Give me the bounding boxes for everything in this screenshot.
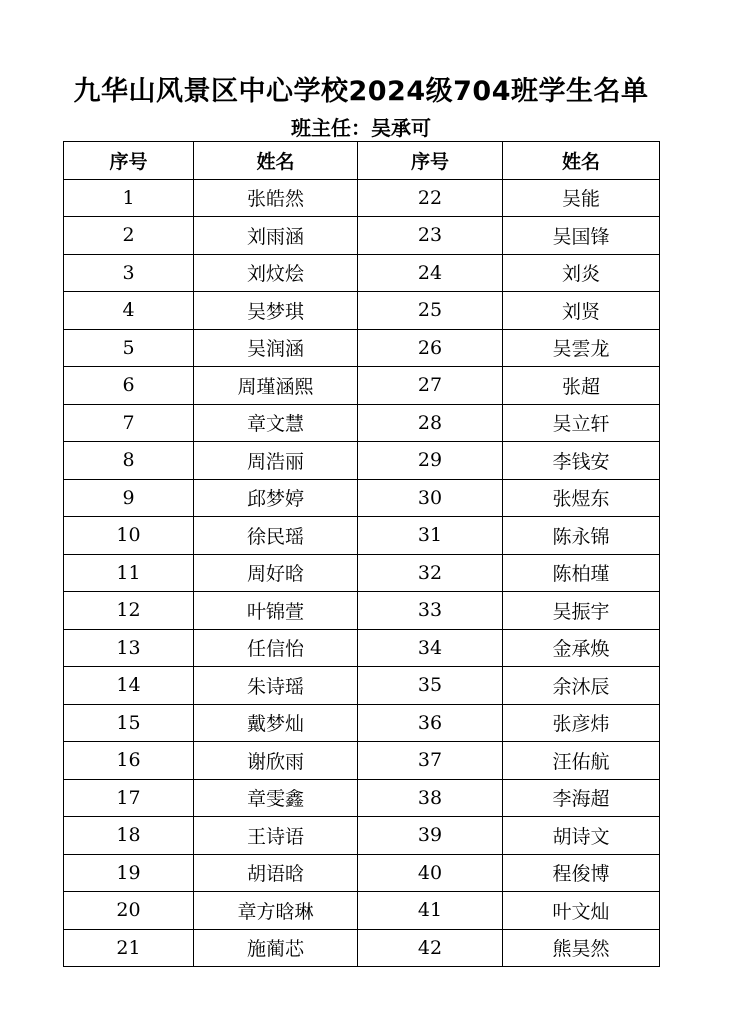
cell-name-right: 吴振宇 bbox=[503, 592, 660, 630]
table-row bbox=[64, 217, 660, 255]
table-row bbox=[64, 929, 660, 967]
cell-number-left: 7 bbox=[64, 404, 194, 442]
cell-name-right: 张彦炜 bbox=[503, 704, 660, 742]
header-number-right: 序号 bbox=[358, 142, 503, 180]
cell-number-right: 40 bbox=[358, 854, 503, 892]
cell-number-left: 9 bbox=[64, 479, 194, 517]
header-name-left: 姓名 bbox=[194, 142, 358, 180]
cell-number-right: 35 bbox=[358, 667, 503, 705]
cell-number-left: 5 bbox=[64, 329, 194, 367]
cell-name-left: 朱诗瑶 bbox=[194, 667, 358, 705]
cell-number-left: 20 bbox=[64, 892, 194, 930]
cell-number-left: 4 bbox=[64, 292, 194, 330]
cell-name-left: 邱梦婷 bbox=[194, 479, 358, 517]
cell-number-right: 31 bbox=[358, 517, 503, 555]
cell-name-left: 刘雨涵 bbox=[194, 217, 358, 255]
cell-name-left: 张皓然 bbox=[194, 179, 358, 217]
table-row bbox=[64, 554, 660, 592]
cell-number-right: 39 bbox=[358, 817, 503, 855]
cell-number-left: 12 bbox=[64, 592, 194, 630]
cell-name-right: 陈柏瑾 bbox=[503, 554, 660, 592]
table-row bbox=[64, 742, 660, 780]
cell-name-right: 程俊博 bbox=[503, 854, 660, 892]
cell-name-left: 徐民瑶 bbox=[194, 517, 358, 555]
table-row bbox=[64, 329, 660, 367]
cell-name-right: 胡诗文 bbox=[503, 817, 660, 855]
cell-name-left: 吴梦琪 bbox=[194, 292, 358, 330]
cell-number-left: 8 bbox=[64, 442, 194, 480]
cell-name-right: 汪佑航 bbox=[503, 742, 660, 780]
table-header-row bbox=[64, 142, 660, 180]
cell-number-left: 2 bbox=[64, 217, 194, 255]
cell-number-left: 15 bbox=[64, 704, 194, 742]
cell-name-right: 刘炎 bbox=[503, 254, 660, 292]
cell-name-right: 吴立轩 bbox=[503, 404, 660, 442]
cell-number-left: 17 bbox=[64, 779, 194, 817]
cell-number-left: 18 bbox=[64, 817, 194, 855]
cell-number-right: 41 bbox=[358, 892, 503, 930]
table-row bbox=[64, 517, 660, 555]
table-row bbox=[64, 892, 660, 930]
cell-name-left: 周浩丽 bbox=[194, 442, 358, 480]
cell-name-right: 李海超 bbox=[503, 779, 660, 817]
table-row bbox=[64, 667, 660, 705]
cell-number-left: 21 bbox=[64, 929, 194, 967]
cell-name-left: 戴梦灿 bbox=[194, 704, 358, 742]
cell-number-left: 6 bbox=[64, 367, 194, 405]
cell-number-left: 13 bbox=[64, 629, 194, 667]
table-row bbox=[64, 629, 660, 667]
cell-name-left: 任信怡 bbox=[194, 629, 358, 667]
cell-number-right: 26 bbox=[358, 329, 503, 367]
cell-name-right: 余沐辰 bbox=[503, 667, 660, 705]
cell-name-left: 叶锦萱 bbox=[194, 592, 358, 630]
cell-name-left: 周瑾涵熙 bbox=[194, 367, 358, 405]
cell-name-left: 胡语晗 bbox=[194, 854, 358, 892]
homeroom-teacher: 班主任：吴承可 bbox=[291, 116, 431, 140]
cell-number-left: 1 bbox=[64, 179, 194, 217]
table-row bbox=[64, 367, 660, 405]
cell-number-right: 33 bbox=[358, 592, 503, 630]
cell-name-left: 王诗语 bbox=[194, 817, 358, 855]
cell-name-left: 施蔺芯 bbox=[194, 929, 358, 967]
cell-number-left: 14 bbox=[64, 667, 194, 705]
cell-name-right: 张超 bbox=[503, 367, 660, 405]
cell-name-right: 刘贤 bbox=[503, 292, 660, 330]
table-row bbox=[64, 404, 660, 442]
cell-number-left: 19 bbox=[64, 854, 194, 892]
header-number-left: 序号 bbox=[64, 142, 194, 180]
cell-name-right: 熊昊然 bbox=[503, 929, 660, 967]
table-body bbox=[64, 179, 660, 967]
cell-name-right: 吴雲龙 bbox=[503, 329, 660, 367]
cell-number-right: 25 bbox=[358, 292, 503, 330]
cell-number-right: 36 bbox=[358, 704, 503, 742]
cell-number-right: 27 bbox=[358, 367, 503, 405]
cell-number-right: 32 bbox=[358, 554, 503, 592]
table-row bbox=[64, 592, 660, 630]
cell-number-right: 42 bbox=[358, 929, 503, 967]
cell-number-left: 10 bbox=[64, 517, 194, 555]
cell-number-left: 3 bbox=[64, 254, 194, 292]
table-row bbox=[64, 479, 660, 517]
cell-name-left: 刘炆烩 bbox=[194, 254, 358, 292]
cell-number-right: 22 bbox=[358, 179, 503, 217]
cell-number-right: 30 bbox=[358, 479, 503, 517]
cell-name-left: 章文慧 bbox=[194, 404, 358, 442]
cell-name-right: 张煜东 bbox=[503, 479, 660, 517]
cell-number-right: 28 bbox=[358, 404, 503, 442]
cell-number-right: 38 bbox=[358, 779, 503, 817]
table-row bbox=[64, 254, 660, 292]
cell-name-left: 周好晗 bbox=[194, 554, 358, 592]
cell-name-left: 章方晗琳 bbox=[194, 892, 358, 930]
table-row bbox=[64, 817, 660, 855]
table-row bbox=[64, 292, 660, 330]
table-row bbox=[64, 179, 660, 217]
cell-name-right: 陈永锦 bbox=[503, 517, 660, 555]
cell-number-right: 37 bbox=[358, 742, 503, 780]
cell-number-left: 11 bbox=[64, 554, 194, 592]
page-title: 九华山风景区中心学校2024级704班学生名单 bbox=[73, 76, 649, 107]
cell-name-right: 金承焕 bbox=[503, 629, 660, 667]
table-row bbox=[64, 442, 660, 480]
cell-number-right: 23 bbox=[358, 217, 503, 255]
table-row bbox=[64, 779, 660, 817]
cell-name-right: 吴国锋 bbox=[503, 217, 660, 255]
table-row bbox=[64, 854, 660, 892]
cell-number-right: 29 bbox=[358, 442, 503, 480]
cell-number-right: 24 bbox=[358, 254, 503, 292]
table-row bbox=[64, 704, 660, 742]
cell-name-right: 叶文灿 bbox=[503, 892, 660, 930]
cell-number-left: 16 bbox=[64, 742, 194, 780]
cell-name-right: 李钱安 bbox=[503, 442, 660, 480]
cell-name-left: 谢欣雨 bbox=[194, 742, 358, 780]
cell-number-right: 34 bbox=[358, 629, 503, 667]
student-roster-table bbox=[63, 141, 660, 967]
header-name-right: 姓名 bbox=[503, 142, 660, 180]
cell-name-right: 吴能 bbox=[503, 179, 660, 217]
cell-name-left: 吴润涵 bbox=[194, 329, 358, 367]
cell-name-left: 章雯鑫 bbox=[194, 779, 358, 817]
